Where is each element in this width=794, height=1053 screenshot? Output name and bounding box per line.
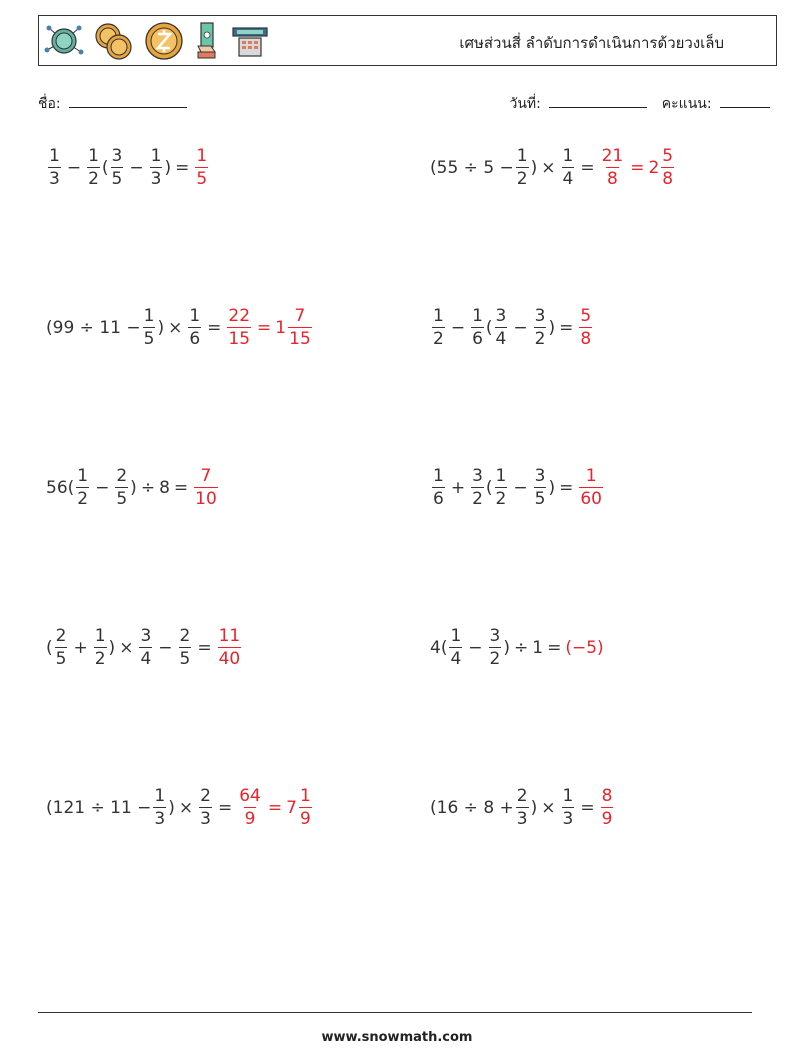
denominator: 3 (150, 169, 162, 189)
numerator: 64 (239, 786, 261, 806)
footer-divider (38, 1012, 752, 1013)
numerator: 1 (585, 466, 597, 486)
numerator: 2 (179, 626, 191, 646)
answer-whole-number: 2 (648, 157, 660, 178)
problem-3 (46, 307, 314, 348)
operator: ) (548, 317, 556, 338)
expression-text: (99 ÷ 11 − (46, 317, 141, 338)
operator: ( (485, 317, 493, 338)
numerator: 3 (472, 466, 483, 486)
zcash-coin-icon (143, 20, 185, 62)
fraction (150, 147, 163, 188)
denominator: 5 (116, 489, 128, 509)
denominator: 9 (601, 809, 613, 829)
denominator: 9 (244, 809, 256, 829)
fraction (516, 787, 529, 828)
answer-whole-number: 7 (286, 797, 297, 818)
fraction (199, 787, 212, 828)
fraction (188, 307, 201, 348)
fraction (471, 307, 484, 348)
numerator: 21 (601, 146, 624, 166)
problem-4 (430, 307, 594, 348)
expression-text: 56( (46, 477, 75, 498)
name-field (38, 93, 187, 115)
operator: = (580, 157, 595, 178)
operator: − (95, 477, 110, 498)
numerator: 2 (116, 466, 128, 486)
fraction (495, 467, 508, 508)
score-label: คะแนน: (661, 96, 712, 112)
footer-url: www.snowmath.com (321, 1030, 473, 1045)
operator: − (158, 637, 173, 658)
operator: ) (164, 157, 172, 178)
answer-operator: = (257, 317, 272, 338)
fraction (143, 307, 156, 348)
denominator: 5 (111, 169, 123, 189)
operator: ) (157, 317, 165, 338)
denominator: 3 (49, 169, 60, 189)
problem-2 (430, 147, 676, 188)
operator: = (207, 317, 222, 338)
problem-9 (46, 787, 314, 828)
numerator: 3 (140, 626, 152, 646)
fraction (94, 627, 107, 668)
numerator: 1 (150, 146, 162, 166)
network-coin-icon (43, 20, 85, 62)
numerator: 2 (200, 786, 211, 806)
problem-8 (430, 627, 604, 668)
numerator: 1 (562, 786, 574, 806)
operator: × (178, 797, 194, 818)
name-label: ชื่อ: (38, 96, 61, 112)
expression-text: (121 ÷ 11 − (46, 797, 152, 818)
operator: ) (168, 797, 175, 818)
denominator: 15 (228, 329, 251, 349)
expression-text: 8 (159, 477, 170, 498)
operator: + (73, 637, 88, 658)
operator: ) (503, 637, 510, 658)
denominator: 2 (77, 489, 89, 509)
operator: ( (101, 157, 109, 178)
numerator: 1 (562, 146, 574, 166)
expression-text: ( (46, 637, 53, 658)
answer-fraction (661, 147, 674, 188)
operator: − (450, 317, 466, 338)
operator: × (541, 157, 556, 178)
numerator: 1 (49, 146, 60, 166)
denominator: 5 (179, 649, 191, 669)
denominator: 5 (55, 649, 67, 669)
denominator: 2 (516, 169, 528, 189)
fraction (449, 627, 462, 668)
operator: = (547, 637, 562, 658)
numerator: 1 (143, 306, 155, 326)
answer-operator: = (267, 797, 283, 818)
operator: = (580, 797, 595, 818)
expression-text: (16 ÷ 8 + (430, 797, 514, 818)
answer-fraction (194, 467, 218, 508)
denominator: 2 (433, 329, 444, 349)
denominator: 2 (94, 649, 106, 669)
answer-fraction (579, 307, 592, 348)
denominator: 5 (534, 489, 546, 509)
denominator: 8 (662, 169, 674, 189)
numerator: 1 (472, 306, 483, 326)
numerator: 2 (55, 626, 67, 646)
denominator: 4 (450, 649, 462, 669)
numerator: 11 (218, 626, 241, 646)
answer-fraction (218, 627, 242, 668)
answer-fraction (299, 787, 312, 828)
denominator: 4 (140, 649, 152, 669)
fraction (111, 147, 124, 188)
cash-hand-icon (193, 20, 221, 62)
numerator: 7 (200, 466, 212, 486)
operator: + (450, 477, 466, 498)
fraction (562, 787, 575, 828)
fraction (153, 787, 166, 828)
answer-fraction (238, 787, 262, 828)
fraction (471, 467, 484, 508)
problem-5 (46, 467, 220, 508)
answer-whole-number: 1 (275, 317, 287, 338)
denominator: 6 (189, 329, 201, 349)
numerator: 5 (662, 146, 674, 166)
fraction (562, 147, 575, 188)
date-label: วันที่: (509, 96, 541, 112)
operator: ) (130, 477, 137, 498)
header-icons (43, 20, 271, 62)
operator: ) (530, 157, 538, 178)
fraction (489, 627, 502, 668)
numerator: 8 (601, 786, 613, 806)
fraction (516, 147, 529, 188)
answer-fraction (195, 147, 208, 188)
score-blank-line[interactable] (720, 95, 770, 108)
numerator: 1 (88, 146, 99, 166)
numerator: 3 (534, 466, 546, 486)
operator: ) (108, 637, 116, 658)
answer-fraction (601, 787, 614, 828)
operator: = (173, 477, 189, 498)
operator: − (513, 477, 528, 498)
denominator: 2 (534, 329, 546, 349)
answer-fraction (288, 307, 312, 348)
numerator: 7 (294, 306, 306, 326)
denominator: 5 (196, 169, 208, 189)
numerator: 1 (516, 146, 528, 166)
denominator: 2 (489, 649, 501, 669)
operator: − (468, 637, 483, 658)
numerator: 3 (495, 306, 507, 326)
denominator: 10 (195, 489, 217, 509)
answer-fraction (601, 147, 625, 188)
operator: − (66, 157, 82, 178)
numerator: 1 (154, 786, 166, 806)
numerator: 2 (516, 786, 528, 806)
answer-fraction (227, 307, 251, 348)
fraction (534, 467, 547, 508)
operator: ÷ (140, 477, 156, 498)
worksheet-header (38, 15, 777, 66)
operator: ) (548, 477, 556, 498)
denominator: 4 (562, 169, 574, 189)
fraction (495, 307, 508, 348)
fraction (55, 627, 68, 668)
problem-6 (430, 467, 605, 508)
answer-operator: = (630, 157, 645, 178)
expression-text: (55 ÷ 5 − (430, 157, 514, 178)
cash-register-icon (229, 20, 271, 62)
coins-icon (93, 20, 135, 62)
date-blank-line[interactable] (549, 95, 647, 108)
numerator: 3 (489, 626, 501, 646)
numerator: 1 (450, 626, 462, 646)
denominator: 60 (580, 489, 602, 509)
worksheet-title: เศษส่วนสี่ ลำดับการดำเนินการด้วยวงเล็บ (459, 34, 724, 52)
operator: ( (485, 477, 493, 498)
expression-text: 1 (532, 637, 544, 658)
problem-7 (46, 627, 243, 668)
denominator: 3 (200, 809, 211, 829)
answer-fraction (579, 467, 603, 508)
denominator: 8 (606, 169, 618, 189)
denominator: 3 (516, 809, 528, 829)
problem-10 (430, 787, 615, 828)
numerator: 1 (189, 306, 201, 326)
name-blank-line[interactable] (69, 95, 187, 108)
operator: − (513, 317, 528, 338)
denominator: 6 (433, 489, 444, 509)
operator: = (559, 317, 574, 338)
denominator: 15 (289, 329, 311, 349)
operator: × (119, 637, 134, 658)
denominator: 8 (580, 329, 592, 349)
operator: × (541, 797, 556, 818)
answer-text: (−5) (565, 637, 604, 658)
fraction (87, 147, 100, 188)
denominator: 5 (143, 329, 155, 349)
fraction (432, 307, 445, 348)
fraction (179, 627, 192, 668)
denominator: 2 (472, 489, 483, 509)
fraction (115, 467, 128, 508)
denominator: 2 (88, 169, 99, 189)
operator: = (175, 157, 190, 178)
operator: × (168, 317, 183, 338)
operator: = (217, 797, 233, 818)
numerator: 1 (495, 466, 507, 486)
denominator: 40 (218, 649, 241, 669)
numerator: 22 (228, 306, 251, 326)
numerator: 1 (196, 146, 208, 166)
numerator: 1 (94, 626, 106, 646)
denominator: 4 (495, 329, 507, 349)
numerator: 5 (580, 306, 592, 326)
denominator: 2 (495, 489, 507, 509)
operator: − (129, 157, 144, 178)
numerator: 3 (534, 306, 546, 326)
numerator: 1 (433, 466, 444, 486)
fraction (76, 467, 89, 508)
denominator: 9 (299, 809, 311, 829)
operator: ÷ (514, 637, 529, 658)
denominator: 3 (154, 809, 166, 829)
denominator: 6 (472, 329, 483, 349)
fraction (432, 467, 445, 508)
denominator: 3 (562, 809, 574, 829)
operator: = (559, 477, 574, 498)
numerator: 1 (433, 306, 444, 326)
problem-1 (46, 147, 210, 188)
operator: ) (530, 797, 538, 818)
numerator: 1 (299, 786, 311, 806)
expression-text: 4( (430, 637, 448, 658)
numerator: 3 (111, 146, 123, 166)
operator: = (197, 637, 212, 658)
fraction (139, 627, 152, 668)
fraction (534, 307, 547, 348)
fraction (48, 147, 61, 188)
date-score-fields (509, 93, 770, 115)
numerator: 1 (77, 466, 89, 486)
